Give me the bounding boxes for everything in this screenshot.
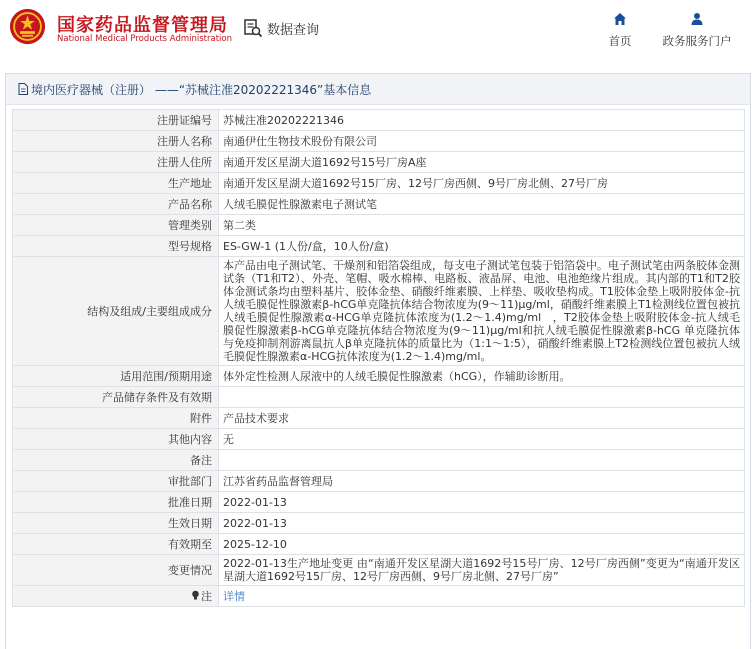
field-label: 其他内容 bbox=[13, 429, 219, 450]
nav-service-portal[interactable] bbox=[656, 12, 738, 49]
table-row bbox=[13, 555, 745, 586]
field-label: 变更情况 bbox=[13, 555, 219, 586]
user-icon bbox=[690, 12, 704, 26]
table-row bbox=[13, 173, 745, 194]
table-row bbox=[13, 236, 745, 257]
table-row bbox=[13, 471, 745, 492]
field-value: 产品技术要求 bbox=[219, 408, 745, 429]
field-label: 生产地址 bbox=[13, 173, 219, 194]
table-row bbox=[13, 152, 745, 173]
field-label: 注册人住所 bbox=[13, 152, 219, 173]
field-value: 苏械注准20202221346 bbox=[219, 110, 745, 131]
note-label-cell bbox=[13, 586, 219, 607]
table-row bbox=[13, 131, 745, 152]
field-label: 产品名称 bbox=[13, 194, 219, 215]
field-value: 无 bbox=[219, 429, 745, 450]
field-value: ES-GW-1 (1人份/盒，10人份/盒) bbox=[219, 236, 745, 257]
table-row bbox=[13, 586, 745, 607]
table-row bbox=[13, 215, 745, 236]
table-row bbox=[13, 429, 745, 450]
field-label: 产品储存条件及有效期 bbox=[13, 387, 219, 408]
field-value: 人绒毛膜促性腺激素电子测试笔 bbox=[219, 194, 745, 215]
table-row bbox=[13, 408, 745, 429]
nav-portal-label: 政务服务门户 bbox=[662, 34, 732, 48]
details-link[interactable]: 详情 bbox=[223, 589, 245, 603]
field-label: 注册人名称 bbox=[13, 131, 219, 152]
field-label: 备注 bbox=[13, 450, 219, 471]
field-value: 2025-12-10 bbox=[219, 534, 745, 555]
field-value: 2022-01-13 bbox=[219, 513, 745, 534]
field-label: 审批部门 bbox=[13, 471, 219, 492]
lightbulb-icon bbox=[191, 590, 200, 601]
field-label: 型号规格 bbox=[13, 236, 219, 257]
field-value: 2022-01-13 bbox=[219, 492, 745, 513]
details-cell bbox=[219, 586, 745, 607]
table-row bbox=[13, 450, 745, 471]
field-label: 结构及组成/主要组成成分 bbox=[13, 257, 219, 366]
field-value: 南通开发区星湖大道1692号15厂房、12号厂房西侧、9号厂房北侧、27号厂房 bbox=[219, 173, 745, 194]
data-query-nav[interactable] bbox=[243, 17, 319, 39]
table-row bbox=[13, 257, 745, 366]
brand-subtitle: National Medical Products Administration bbox=[57, 34, 232, 44]
card-title: 境内医疗器械（注册） ——“苏械注准20202221346”基本信息 bbox=[31, 82, 372, 97]
field-value: 南通开发区星湖大道1692号15号厂房A座 bbox=[219, 152, 745, 173]
data-query-icon bbox=[243, 18, 263, 38]
table-row bbox=[13, 366, 745, 387]
field-label: 管理类别 bbox=[13, 215, 219, 236]
field-value: 2022-01-13生产地址变更 由“南通开发区星湖大道1692号15号厂房、12号厂房西侧”变更为“南通开发区星湖大道1692号15厂房、12号厂房西侧、9号厂房北侧、27号厂房” bbox=[219, 555, 745, 586]
field-label: 适用范围/预期用途 bbox=[13, 366, 219, 387]
table-row bbox=[13, 534, 745, 555]
table-row bbox=[13, 194, 745, 215]
field-label: 注册证编号 bbox=[13, 110, 219, 131]
table-row bbox=[13, 513, 745, 534]
field-value bbox=[219, 387, 745, 408]
field-label: 有效期至 bbox=[13, 534, 219, 555]
device-info-card bbox=[5, 73, 751, 649]
table-row bbox=[13, 110, 745, 131]
field-value: 南通伊仕生物技术股份有限公司 bbox=[219, 131, 745, 152]
field-value: 江苏省药品监督管理局 bbox=[219, 471, 745, 492]
table-row bbox=[13, 492, 745, 513]
nav-home-label: 首页 bbox=[608, 34, 632, 48]
home-icon bbox=[613, 12, 627, 26]
field-label: 生效日期 bbox=[13, 513, 219, 534]
field-value: 体外定性检测人尿液中的人绒毛膜促性腺激素（hCG），作辅助诊断用。 bbox=[219, 366, 745, 387]
field-label: 批准日期 bbox=[13, 492, 219, 513]
field-label: 注 bbox=[201, 589, 212, 603]
site-header bbox=[0, 0, 754, 62]
national-emblem-logo[interactable] bbox=[9, 8, 46, 45]
field-value: 本产品由电子测试笔、干燥剂和铝箔袋组成，每支电子测试笔包装于铝箔袋中。电子测试笔由两条胶体金测试条（T1和T2）、外壳、笔帽、吸水棉棒、电路板、液晶屏、电池、电池绝缘片组成。其内部的T1和T2胶体金测试条均由塑料基片、胶体金垫、硝酸纤维素膜、上样垫、吸收垫构成。T1胶体金垫上吸附胶体金-抗人绒毛膜促性腺激素β-hCG单克隆抗体结合物浓度为(9～11)μg/ml，硝酸纤维素膜上T1检测线位置包被抗人绒毛膜促性腺激素α-HCG单克隆抗体浓度为(1.2～1.4)mg/ml ，T2胶体金垫上吸附胶体金-抗人绒毛膜促性腺激素β-hCG单克隆抗体结合物浓度为(9～11)μg/ml和抗人绒毛膜促性腺激素β-hCG 单克隆抗体与免疫抑制剂游离鼠抗人β单克隆抗体的质量比为（1:1～1:5），硝酸纤维素膜上T2检测线位置包被抗人绒毛膜促性腺激素α-HCG抗体浓度为(1.2～1.4)mg/ml。 bbox=[219, 257, 745, 366]
table-row bbox=[13, 387, 745, 408]
brand-title: 国家药品监督管理局 bbox=[57, 15, 228, 36]
card-header bbox=[6, 74, 750, 105]
device-info-table bbox=[12, 109, 745, 607]
field-value bbox=[219, 450, 745, 471]
document-icon bbox=[18, 83, 28, 95]
nav-home[interactable] bbox=[600, 12, 640, 49]
field-label: 附件 bbox=[13, 408, 219, 429]
data-query-label: 数据查询 bbox=[267, 22, 320, 38]
field-value: 第二类 bbox=[219, 215, 745, 236]
